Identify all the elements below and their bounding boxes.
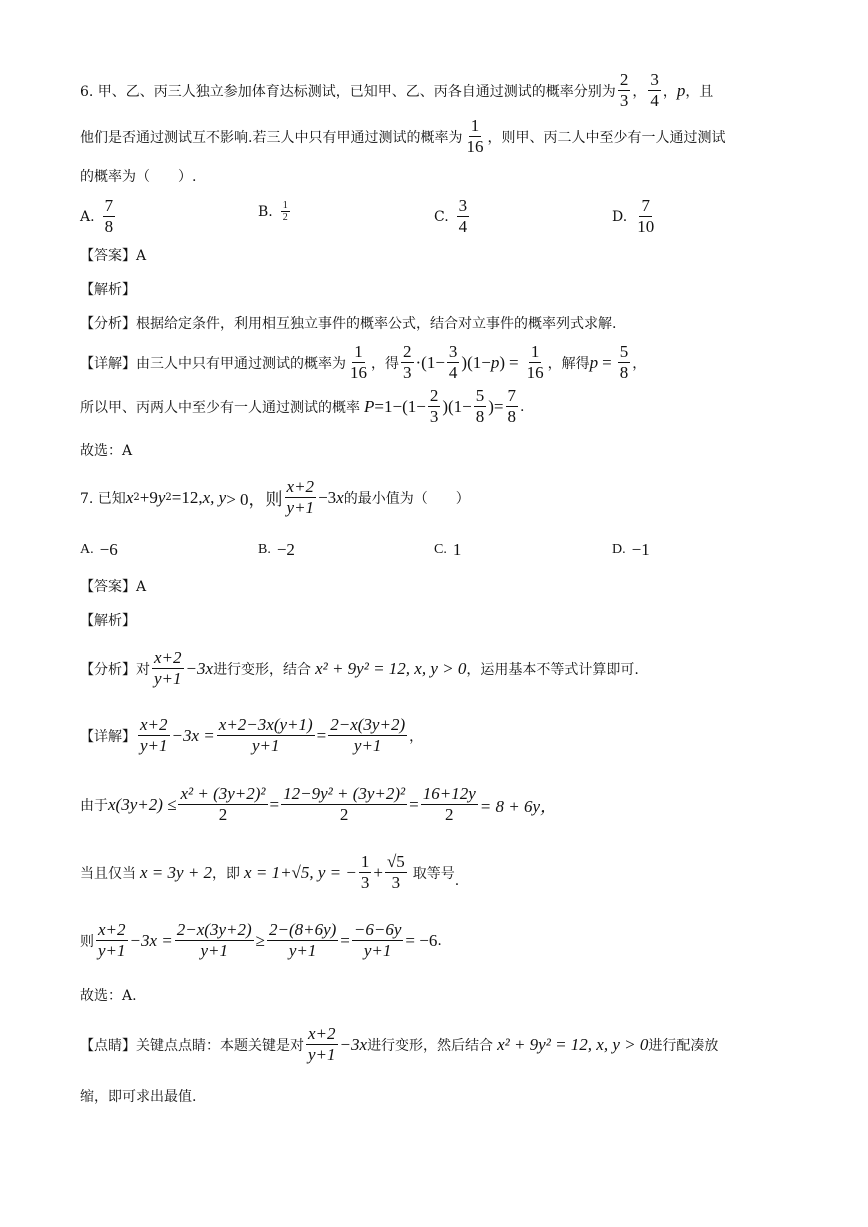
q7-analysis-heading: 【解析】 (80, 613, 136, 629)
q7-stem: 7. 已知 x 2 +9 y 2 =12, x, y > 0，则 $\frac{x+2}{y+1}$ −3 x 的最小值为（ ） (80, 477, 470, 517)
q7-dengh: 当且仅当 x = 3y + 2 ，即 x = 1+√5, y = − $\frac{1}{3}$ + $\frac{√5}{3}$ 取等号 . (80, 852, 460, 892)
q7-dianjing: 【点睛】关键点点睛：本题关键是对 $\frac{x+2}{y+1}$ −3x 进行变形，然后结合 x² + 9y² = 12, x, y > 0 进行配凑放 (80, 1024, 719, 1064)
q6-text: 6. 甲、乙、丙三人独立参加体育达标测试，已知甲、乙、丙各自通过测试的概率分别为 (80, 83, 616, 100)
q6-line3: 的概率为（ ）. (80, 169, 197, 185)
q6-option-c: C. $\frac{3}{4}$ (434, 196, 468, 236)
q7-option-c: C. 1 (434, 540, 462, 559)
q6-analysis: 【分析】根据给定条件，利用相互独立事件的概率公式，结合对立事件的概率列式求解. (80, 316, 617, 332)
q7-option-b: B. −2 (258, 540, 295, 559)
q6-option-a: A. $\frac{7}{8}$ (80, 196, 114, 236)
q7-choice: 故选：A. (80, 988, 137, 1004)
variable: p (676, 80, 686, 100)
fraction: $\frac{1}{16}$ (466, 116, 484, 156)
q7-ze: 则 $\frac{x+2}{y+1}$ −3x = $\frac{2-x(3y+2)}{y+1}$ ≥ $\frac{2-(8+6y)}{y+1}$ = $\frac{-6-6y}{y+1}$ = −6 . (80, 920, 442, 960)
q7-option-a: A. −6 (80, 540, 118, 559)
q7-answer: 【答案】A (80, 579, 147, 595)
q6-analysis-heading: 【解析】 (80, 282, 136, 298)
q6-line1: 6. 甲、乙、丙三人独立参加体育达标测试，已知甲、乙、丙各自通过测试的概率分别为 $\frac{2}{3}$ ， $\frac{3}{4}$ ， p ，且 (80, 70, 714, 110)
q6-option-d: D. $\frac{7}{10}$ (612, 196, 655, 236)
q6-answer: 【答案】A (80, 248, 147, 264)
q6-detail-line2: 所以甲、丙两人中至少有一人通过测试的概率 P =1−(1− $\frac{2}{3}$ )(1− $\frac{5}{8}$ )= $\frac{7}{8}$ . (80, 386, 525, 426)
q7-youyu: 由于 x(3y+2) ≤ $\frac{\text{x² + (3y+2)²}}{2}$ = $\frac{\text{12−9y² + (3y+2)²}}{2}$ = $\frac{16+12y}{2}$ = 8 + 6y， (80, 784, 558, 824)
fraction: $\frac{3}{4}$ (650, 70, 659, 110)
q7-fenxi: 【分析】对 $\frac{x+2}{y+1}$ −3x 进行变形，结合 x² + 9y² = 12, x, y > 0 ，运用基本不等式计算即可. (80, 648, 639, 688)
fraction: $\frac{2}{3}$ (619, 70, 629, 110)
q7-dianjing-line2: 缩，即可求出最值. (80, 1089, 197, 1105)
q7-option-d: D. −1 (612, 540, 650, 559)
q6-choice: 故选：A (80, 443, 133, 459)
q7-xiangjie: 【详解】 $\frac{x+2}{y+1}$ −3x = $\frac{x+2-3x(y+1)}{y+1}$ = $\frac{2-x(3y+2)}{y+1}$ ， (80, 715, 424, 755)
q6-line2: 他们是否通过测试互不影响.若三人中只有甲通过测试的概率为 $\frac{1}{16}$ ，则甲、丙二人中至少有一人通过测试 (80, 116, 726, 156)
q6-detail: 【详解】由三人中只有甲通过测试的概率为 $\frac{1}{16}$ ，得 $\frac{2}{3}$ ·(1− $\frac{3}{4}$ )(1− p ) = $\frac{1}{16}$ ，解得 p = $\frac{5}{8}$ ， (80, 342, 647, 382)
q6-option-b: B. $\frac{1}{2}$ (258, 200, 288, 223)
